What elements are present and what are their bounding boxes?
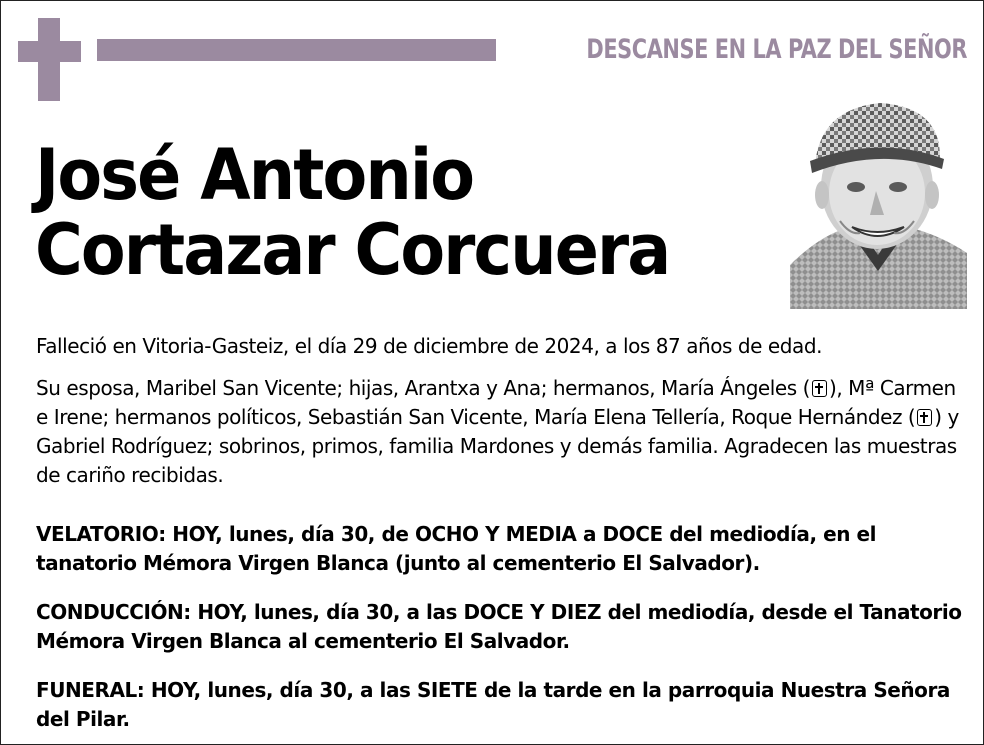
- header-rule: [97, 39, 496, 61]
- family-notice: [36, 374, 966, 490]
- portrait-image: [790, 95, 967, 309]
- conduccion-notice: CONDUCCIÓN: HOY, lunes, día 30, a las DOCE Y DIEZ del mediodía, desde el Tanatorio Mémora Virgen Blanca al cementerio El Salvador.: [36, 600, 962, 653]
- death-notice: Falleció en Vitoria-Gasteiz, el día 29 de diciembre de 2024, a los 87 años de edad.: [36, 334, 822, 358]
- deceased-name-line2: Cortazar Corcuera: [35, 209, 670, 291]
- family-text-1: Su esposa, Maribel San Vicente; hijas, Arantxa y Ana; hermanos, María Ángeles (: [36, 376, 810, 400]
- deceased-cross-icon: [812, 380, 827, 397]
- family-text-2: ), Mª Carmen e Irene; hermanos políticos, Sebastián San Vicente, María Elena Tellería, Roque Hernández (: [36, 376, 956, 429]
- deceased-name-line1: José Antonio: [35, 134, 474, 216]
- deceased-portrait: [790, 95, 967, 309]
- cross-icon-horizontal: [18, 41, 81, 62]
- family-text-3: ) y Gabriel Rodríguez; sobrinos, primos, familia Mardones y demás familia. Agradecen las muestras de cariño recibidas.: [36, 405, 959, 487]
- header-title: DESCANSE EN LA PAZ DEL SEÑOR: [586, 34, 967, 65]
- deceased-cross-icon: [917, 409, 932, 426]
- velatorio-notice: VELATORIO: HOY, lunes, día 30, de OCHO Y MEDIA a DOCE del mediodía, en el tanatorio Mémora Virgen Blanca (junto al cementerio El Salvador).: [36, 522, 877, 575]
- funeral-notice: FUNERAL: HOY, lunes, día 30, a las SIETE de la tarde en la parroquia Nuestra Señora del Pilar.: [36, 678, 950, 731]
